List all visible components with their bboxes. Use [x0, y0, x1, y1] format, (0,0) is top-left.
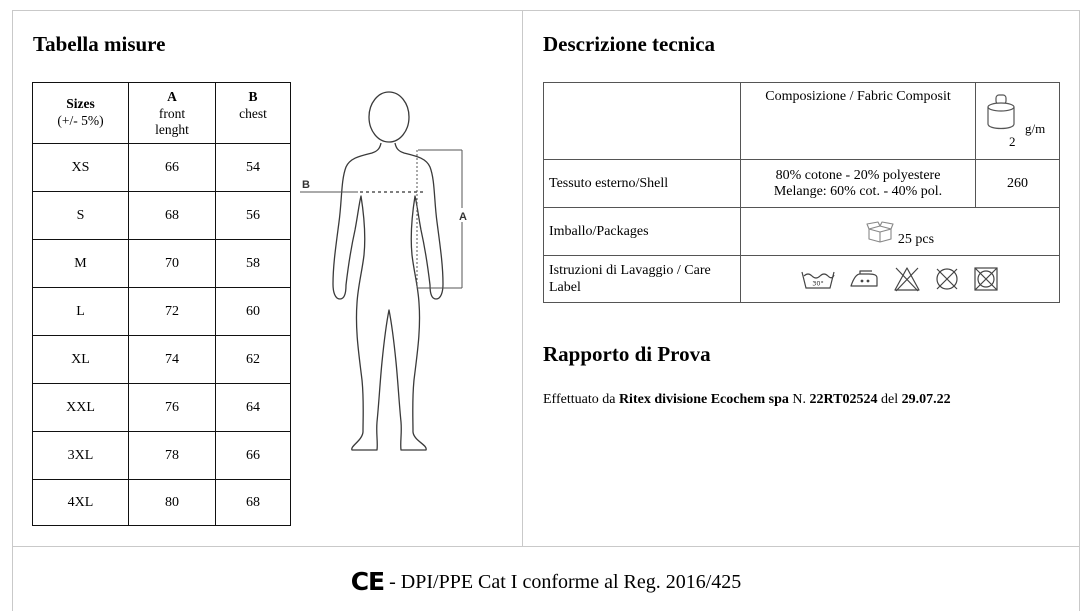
size-cell: 4XL — [33, 480, 129, 526]
header-sizes — [33, 83, 129, 144]
frame-top-line — [12, 10, 1080, 11]
empty-header-cell — [544, 83, 741, 160]
header-sizes-note: (+/- 5%) — [57, 112, 104, 128]
table-row — [33, 192, 291, 240]
iron-icon — [848, 269, 880, 289]
size-cell: XS — [33, 144, 129, 192]
front-length-cell: 78 — [129, 432, 216, 480]
packages-label: Imballo/Packages — [544, 208, 741, 256]
table-row — [33, 384, 291, 432]
wash-temperature: 30° — [812, 279, 824, 288]
report-prefix: Effettuato da — [543, 392, 616, 407]
report-title: Rapporto di Prova — [543, 342, 711, 366]
shell-composition — [741, 160, 976, 208]
size-table-title: Tabella misure — [33, 32, 166, 56]
front-length-cell: 68 — [129, 192, 216, 240]
size-cell: S — [33, 192, 129, 240]
size-cell: XL — [33, 336, 129, 384]
no-tumble-dry-icon — [973, 266, 999, 292]
body-outline — [333, 143, 443, 450]
header-a — [129, 83, 216, 144]
head-outline — [369, 92, 409, 142]
tech-description-title: Descrizione tecnica — [543, 32, 716, 56]
chest-cell: 58 — [216, 240, 291, 288]
chest-cell: 56 — [216, 192, 291, 240]
header-b-line1: chest — [239, 105, 267, 121]
front-length-cell: 70 — [129, 240, 216, 288]
report-date: 29.07.22 — [901, 392, 951, 407]
report-line — [543, 392, 951, 408]
chest-cell: 62 — [216, 336, 291, 384]
size-cell: XXL — [33, 384, 129, 432]
front-length-cell: 74 — [129, 336, 216, 384]
table-row — [33, 432, 291, 480]
ce-mark: CE — [350, 567, 385, 596]
size-table — [32, 82, 291, 526]
weight-icon — [985, 92, 1017, 132]
front-length-cell: 72 — [129, 288, 216, 336]
weight-unit-exponent: 2 — [1009, 133, 1016, 149]
chest-label: B — [302, 179, 310, 191]
chest-cell: 68 — [216, 480, 291, 526]
table-row — [544, 160, 1060, 208]
size-cell: 3XL — [33, 432, 129, 480]
conformity-text: - DPI/PPE Cat I conforme al Reg. 2016/425 — [389, 571, 742, 593]
table-row — [544, 208, 1060, 256]
front-length-cell: 80 — [129, 480, 216, 526]
chest-cell: 60 — [216, 288, 291, 336]
composition-header: Composizione / Fabric Composit — [741, 83, 976, 160]
table-row — [33, 240, 291, 288]
report-number-prefix: N. — [792, 392, 807, 407]
table-row — [33, 480, 291, 526]
chest-cell: 64 — [216, 384, 291, 432]
tech-table — [543, 82, 1060, 303]
frame-divider-line — [522, 10, 523, 546]
report-number: 22RT02524 — [809, 392, 878, 407]
box-icon — [866, 221, 894, 243]
chest-cell: 66 — [216, 432, 291, 480]
shell-composition-line1: 80% cotone - 20% polyestere — [775, 167, 941, 183]
shell-label: Tessuto esterno/Shell — [544, 160, 741, 208]
length-label: A — [459, 211, 467, 223]
table-row — [544, 256, 1060, 303]
frame-left-line — [12, 10, 13, 611]
size-table-header — [33, 83, 291, 144]
care-icons — [741, 256, 1060, 303]
weight-unit: g/m — [1025, 120, 1046, 136]
wash-30-icon — [801, 268, 835, 290]
report-company: Ritex divisione Ecochem spa — [618, 392, 789, 407]
human-body-outline-icon — [295, 85, 480, 460]
chest-cell: 54 — [216, 144, 291, 192]
table-row — [33, 288, 291, 336]
header-sizes-label: Sizes — [66, 96, 95, 111]
weight-header — [976, 83, 1060, 160]
header-a-line2: lenght — [155, 122, 189, 137]
table-row — [33, 336, 291, 384]
frame-right-line — [1079, 10, 1080, 611]
size-cell: M — [33, 240, 129, 288]
footer — [12, 566, 1080, 598]
size-cell: L — [33, 288, 129, 336]
table-row — [33, 144, 291, 192]
shell-weight: 260 — [976, 160, 1060, 208]
packages-value — [741, 208, 1060, 256]
front-length-cell: 76 — [129, 384, 216, 432]
header-b-label: B — [248, 89, 258, 104]
front-length-cell: 66 — [129, 144, 216, 192]
care-label: Istruzioni di Lavaggio / Care Label — [544, 256, 741, 303]
tech-table-header — [544, 83, 1060, 160]
frame-footer-line — [12, 546, 1080, 547]
packages-quantity: 25 pcs — [897, 231, 935, 247]
report-date-prefix: del — [880, 392, 899, 407]
header-a-line1: front — [158, 105, 186, 121]
shell-composition-line2: Melange: 60% cot. - 40% pol. — [773, 183, 943, 199]
no-bleach-icon — [893, 266, 921, 292]
header-a-label: A — [167, 89, 177, 104]
no-dry-clean-icon — [934, 266, 960, 292]
header-b — [216, 83, 291, 144]
